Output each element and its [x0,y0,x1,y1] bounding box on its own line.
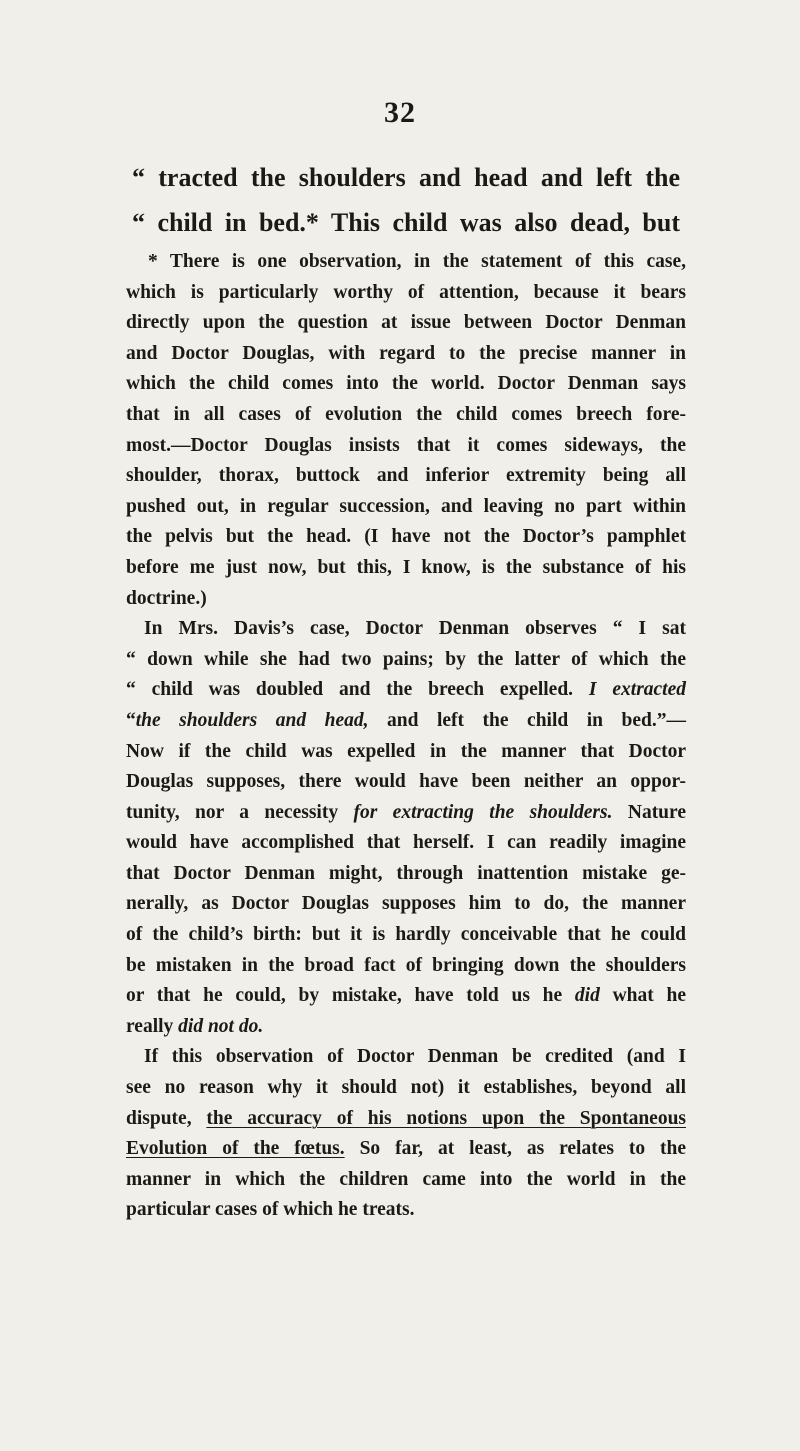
text-span: “ child was doubled and the breech expelled. [126,679,574,701]
text-span: dispute, [126,1107,192,1129]
text-span: or that he could, by mistake, have told us he [126,985,563,1007]
italic-span: did [574,985,600,1007]
footnote-line: Douglas supposes, there would have been neither an oppor- [126,771,686,793]
underlined-span: Evolution of the fœtus. [126,1138,345,1160]
footnote-line: “ down while she had two pains; by the latter of which the [126,648,686,670]
text-span: Nature [627,801,686,823]
text-span: really [126,1015,174,1037]
footnote-line: would have accomplished that herself. I can readily imagine [126,832,686,854]
italic-span: for extracting the shoulders. [353,801,613,823]
footnote-line: If this observation of Doctor Denman be credited (and I [144,1046,686,1068]
underlined-span: the accuracy of his notions upon the Spontaneous [206,1107,687,1129]
footnote-line [126,675,686,706]
footnote-line [126,798,686,829]
footnote [126,247,686,1226]
text-span: and left the child in bed.”— [387,709,686,731]
footnote-line [126,1104,686,1135]
footnote-line: that in all cases of evolution the child comes breech fore- [126,403,686,425]
footnote-line [126,706,686,737]
italic-span: the shoulders and head, [135,709,369,731]
footnote-line [126,1012,686,1043]
footnote-line: and Doctor Douglas, with regard to the precise manner in [126,342,686,364]
italic-span: did not do. [178,1015,264,1037]
text-span: tunity, nor a necessity [126,801,339,823]
text-span: “ [126,709,136,731]
footnote-line: pushed out, in regular succession, and leaving no part within [126,495,686,517]
footnote-line: Now if the child was expelled in the manner that Doctor [126,740,686,762]
footnote-line: In Mrs. Davis’s case, Doctor Denman observes “ I sat [144,618,686,640]
text-span: what he [612,985,686,1007]
footnote-line: shoulder, thorax, buttock and inferior extremity being all [126,465,686,487]
footnote-line: the pelvis but the head. (I have not the Doctor’s pamphlet [126,526,686,548]
text-line: “ child in bed.* This child was also dead, but [132,208,680,237]
page-number: 32 [384,96,416,129]
footnote-line: which is particularly worthy of attention, because it bears [126,281,686,303]
footnote-line: of the child’s birth: but it is hardly conceivable that he could [126,924,686,946]
footnote-line: which the child comes into the world. Doctor Denman says [126,373,686,395]
body-text [132,155,680,245]
footnote-line: doctrine.) [126,587,207,609]
text-span: So far, at least, as relates to the [359,1138,686,1160]
footnote-line [126,1134,686,1165]
italic-span: I extracted [588,679,687,701]
footnote-line: be mistaken in the broad fact of bringing down the shoulders [126,954,686,976]
footnote-line: before me just now, but this, I know, is the substance of his [126,556,686,578]
footnote-line: * There is one observation, in the statement of this case, [148,251,686,272]
text-line: “ tracted the shoulders and head and left the [132,163,680,192]
footnote-line: nerally, as Doctor Douglas supposes him to do, the manner [126,893,686,915]
footnote-line [126,981,686,1012]
footnote-line: see no reason why it should not) it establishes, beyond all [126,1077,686,1099]
footnote-line: that Doctor Denman might, through inattention mistake ge- [126,862,686,884]
footnote-line: most.—Doctor Douglas insists that it comes sideways, the [126,434,686,456]
footnote-line: directly upon the question at issue between Doctor Denman [126,312,686,334]
footnote-line: particular cases of which he treats. [126,1199,415,1221]
footnote-line: manner in which the children came into the world in the [126,1168,686,1190]
